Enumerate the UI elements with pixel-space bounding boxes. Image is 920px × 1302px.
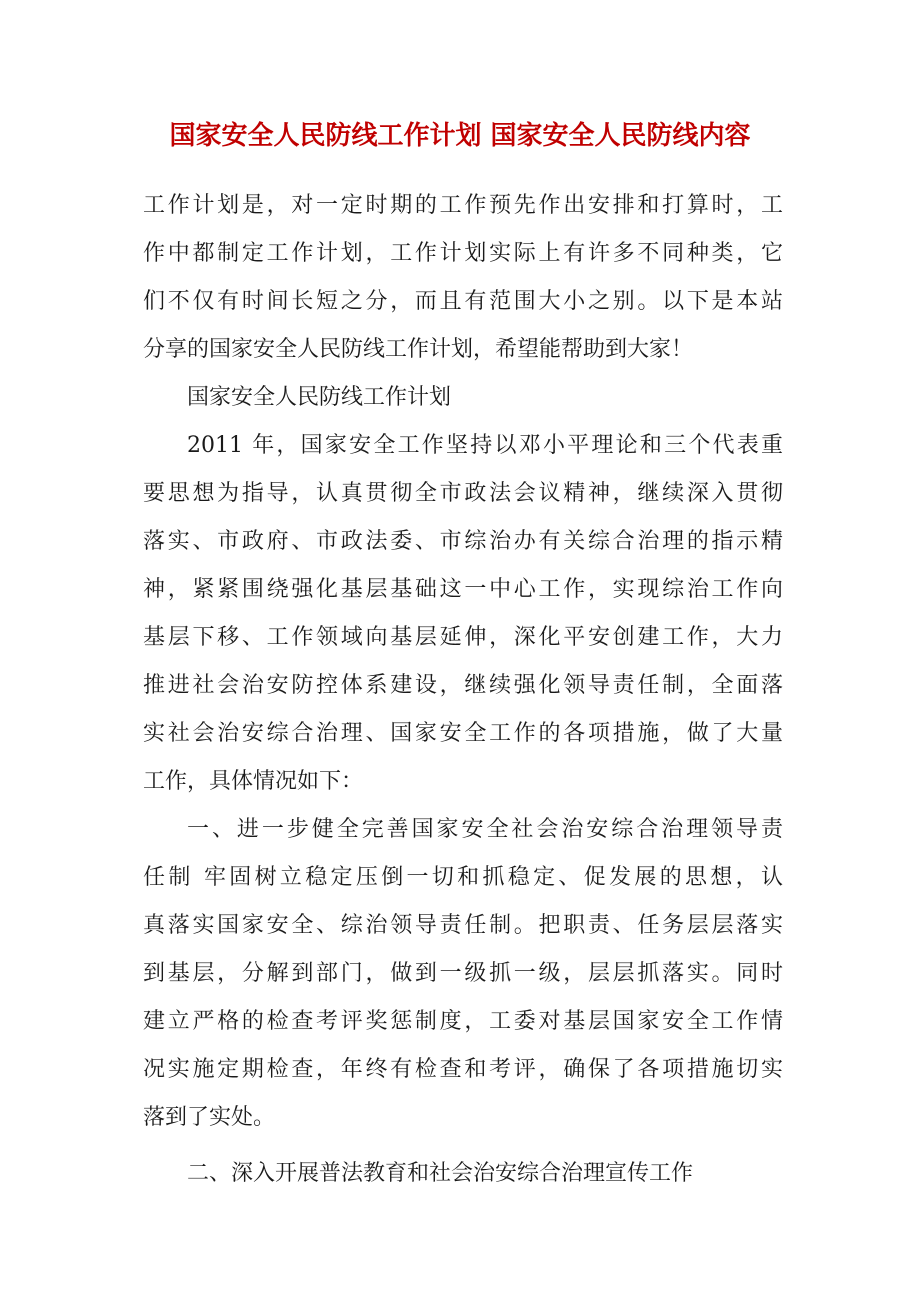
paragraph-spacer — [143, 1142, 783, 1150]
text-line: 基层下移、工作领域向基层延伸，深化平安创建工作，大力 — [143, 625, 783, 650]
paragraph-subheading — [143, 374, 783, 422]
text-line: 神，紧紧围绕强化基层基础这一中心工作，实现综治工作向 — [143, 577, 783, 602]
section-heading: 二、深入开展普法教育和社会治安综合治理宣传工作 — [187, 1161, 694, 1186]
text-line: 作中都制定工作计划，工作计划实际上有许多不同种类，它 — [143, 241, 783, 266]
paragraph-overview — [143, 422, 783, 806]
text-line: 况实施定期检查，年终有检查和考评，确保了各项措施切实 — [143, 1057, 783, 1082]
text-line: 一、进一步健全完善国家安全社会治安综合治理领导责 — [187, 817, 783, 842]
text-line: 工作计划是，对一定时期的工作预先作出安排和打算时，工 — [143, 193, 783, 218]
text-line: 建立严格的检查考评奖惩制度，工委对基层国家安全工作情 — [143, 1009, 783, 1034]
paragraph-section-one — [143, 806, 783, 1142]
text-line: 实社会治安综合治理、国家安全工作的各项措施，做了大量 — [143, 721, 783, 746]
text-line: 要思想为指导，认真贯彻全市政法会议精神，继续深入贯彻 — [143, 481, 783, 506]
text-line: 推进社会治安防控体系建设，继续强化领导责任制，全面落 — [143, 673, 783, 698]
paragraph-intro — [143, 182, 783, 374]
text-line: 分享的国家安全人民防线工作计划，希望能帮助到大家！ — [143, 337, 694, 362]
text-line: 到基层，分解到部门，做到一级抓一级，层层抓落实。同时 — [143, 961, 783, 986]
text-line: 落实、市政府、市政法委、市综治办有关综合治理的指示精 — [143, 529, 783, 554]
text-line: 任制 牢固树立稳定压倒一切和抓稳定、促发展的思想，认 — [143, 865, 783, 890]
text-line: 落到了实处。 — [143, 1105, 276, 1130]
document-body — [143, 182, 783, 1198]
document-title: 国家安全人民防线工作计划 国家安全人民防线内容 — [169, 121, 751, 151]
text-line: 2011 年，国家安全工作坚持以邓小平理论和三个代表重 — [187, 433, 783, 458]
section-heading: 国家安全人民防线工作计划 — [187, 385, 452, 410]
text-line: 真落实国家安全、综治领导责任制。把职责、任务层层落实 — [143, 913, 783, 938]
text-line: 们不仅有时间长短之分，而且有范围大小之别。以下是本站 — [143, 289, 783, 314]
text-line: 工作，具体情况如下： — [143, 769, 364, 794]
paragraph-section-two — [143, 1150, 783, 1198]
